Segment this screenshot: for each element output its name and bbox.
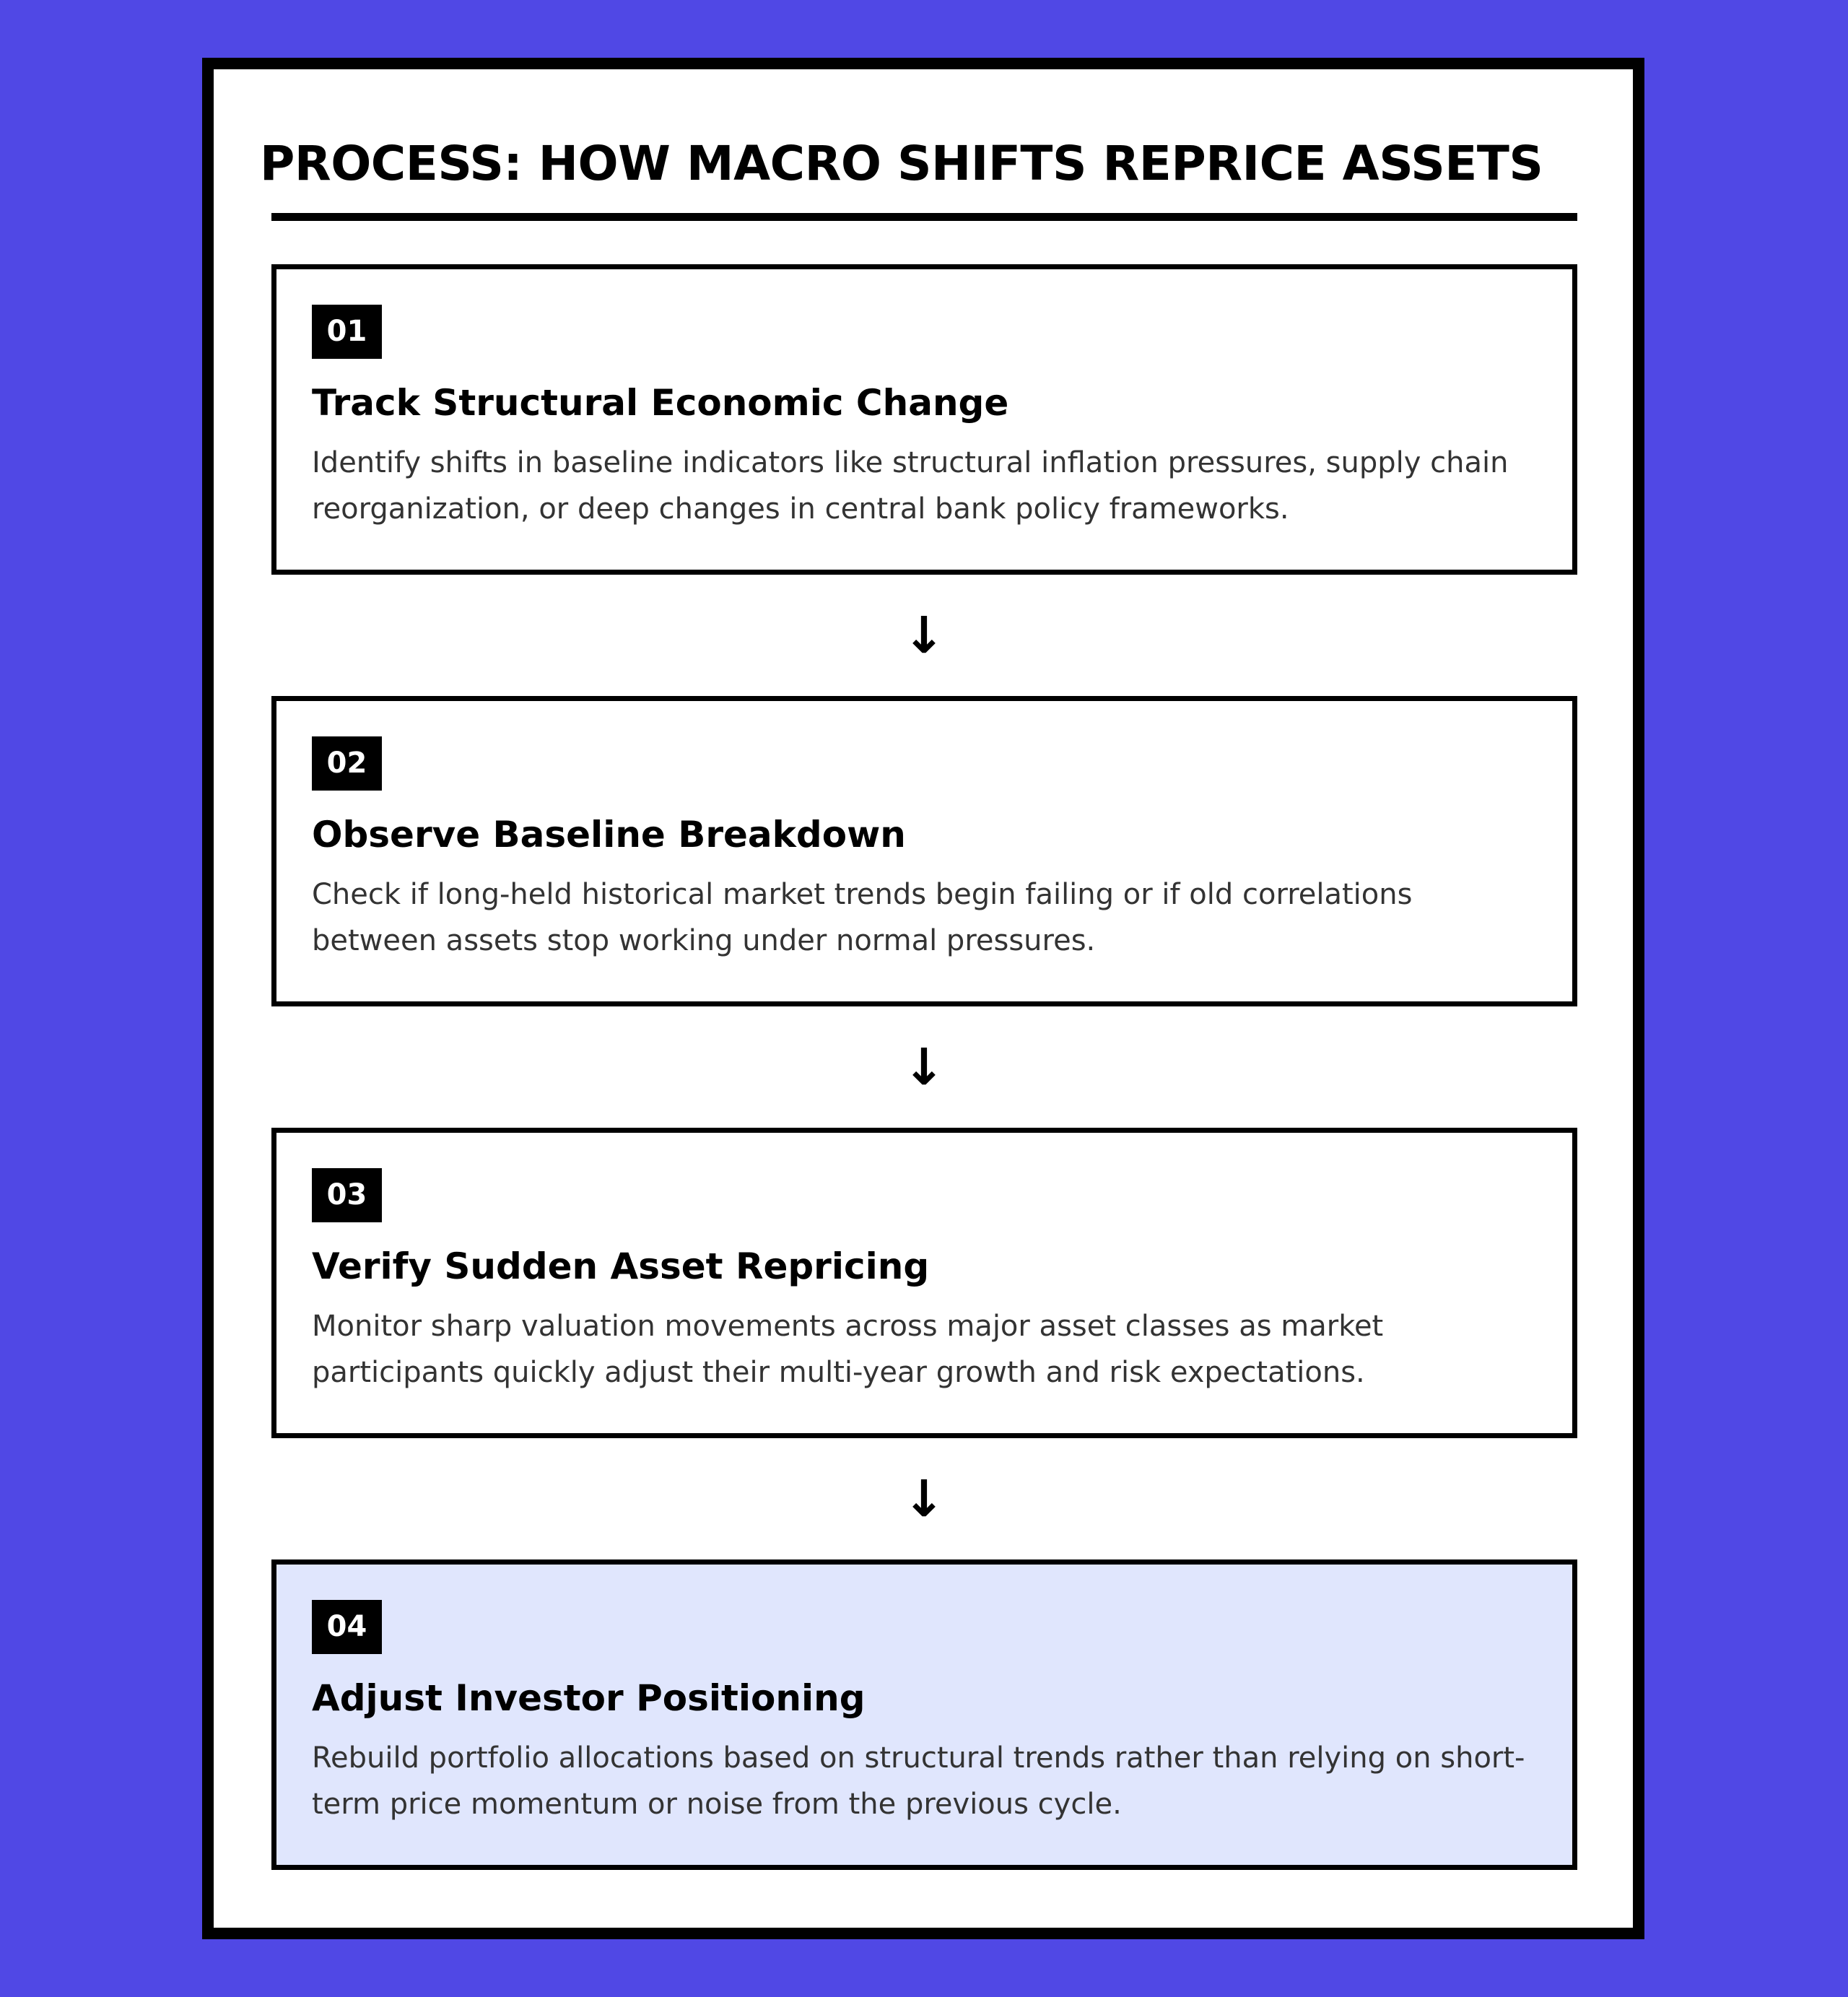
step-description: Identify shifts in baseline indicators like structural inflation pressures, supply chain reorganization, or deep changes in central bank policy frameworks. bbox=[312, 446, 1509, 526]
step-title: Track Structural Economic Change bbox=[312, 382, 1009, 424]
down-arrow-icon: ↓ bbox=[902, 1469, 946, 1528]
page-title: PROCESS: HOW MACRO SHIFTS REPRICE ASSETS bbox=[260, 136, 1543, 191]
step-title: Observe Baseline Breakdown bbox=[312, 814, 906, 856]
step-number-badge: 02 bbox=[312, 736, 382, 791]
down-arrow-icon: ↓ bbox=[902, 606, 946, 665]
step-card-2 bbox=[271, 696, 1577, 1006]
step-number-badge: 04 bbox=[312, 1600, 382, 1654]
step-card-3 bbox=[271, 1128, 1577, 1438]
step-description: Monitor sharp valuation movements across major asset classes as market participants quickly adjust their multi-year growth and risk expectations. bbox=[312, 1310, 1384, 1389]
title-divider bbox=[271, 213, 1577, 221]
step-number-badge: 03 bbox=[312, 1168, 382, 1222]
step-title: Verify Sudden Asset Repricing bbox=[312, 1245, 930, 1287]
down-arrow-icon: ↓ bbox=[902, 1037, 946, 1097]
step-card-4 bbox=[271, 1559, 1577, 1870]
step-description: Rebuild portfolio allocations based on structural trends rather than relying on short-term price momentum or noise from the previous cycle. bbox=[312, 1741, 1525, 1821]
step-card-1 bbox=[271, 264, 1577, 575]
step-title: Adjust Investor Positioning bbox=[312, 1677, 866, 1719]
step-description: Check if long-held historical market trends begin failing or if old correlations between assets stop working under normal pressures. bbox=[312, 878, 1413, 957]
step-number-badge: 01 bbox=[312, 305, 382, 359]
